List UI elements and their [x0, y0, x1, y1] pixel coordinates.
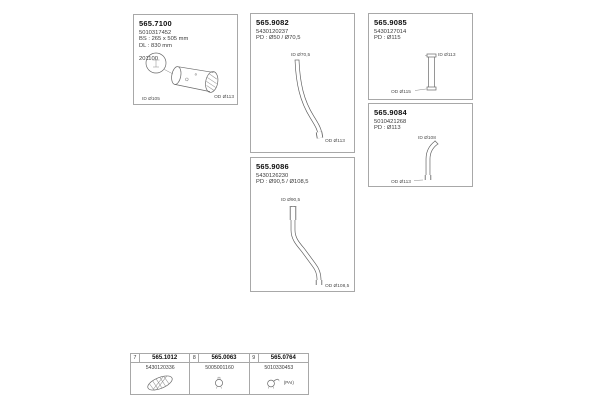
dimension-line: PD : Ø113 [374, 125, 401, 131]
panel-565-7100 [133, 14, 238, 105]
oe-number: 5430127014 [374, 28, 407, 35]
panel-565-9086 [250, 157, 355, 292]
dimension-line: PD : Ø50 / Ø70,5 [256, 35, 301, 41]
outlet-diameter-label: OD Ø113 [325, 139, 345, 144]
part-number: 565.9082 [256, 18, 289, 27]
part-number: 565.9085 [374, 18, 407, 27]
accessory-cell-clamp-kit [250, 354, 308, 394]
inlet-diameter-label: ID Ø105 [142, 97, 160, 102]
outlet-diameter-label: OD Ø113 [214, 95, 234, 100]
code-line: 201100 [139, 55, 158, 62]
accessory-header [190, 354, 248, 363]
panel-565-9082 [250, 13, 355, 153]
part-number: 565.0764 [270, 355, 296, 361]
dimension-line: PD : Ø90,5 / Ø108,5 [256, 179, 309, 185]
part-number: 565.9086 [256, 162, 289, 171]
oe-number: 5010421268 [374, 118, 407, 125]
outlet-diameter-label: OD Ø115 [391, 90, 411, 95]
dimension-line: BS : 265 x 505 mm [139, 36, 189, 42]
accessory-cell-flex-pipe [131, 354, 190, 394]
part-number: 565.0063 [211, 355, 237, 361]
flex-pipe-icon [142, 373, 178, 393]
pipe-drawing [371, 132, 471, 184]
oe-number: 5005001160 [205, 365, 234, 371]
pipe-drawing [253, 48, 353, 148]
oe-number: 5430120336 [145, 365, 175, 371]
accessory-cell-clamp [190, 354, 249, 394]
ref-number: 9 [250, 354, 259, 362]
pipe-drawing [253, 190, 353, 289]
inlet-diameter-label: ID Ø90,5 [281, 198, 301, 203]
oe-number: 5010330453 [264, 365, 294, 371]
inlet-diameter-label: ID Ø70,5 [291, 53, 311, 58]
panel-565-9085 [368, 13, 473, 100]
accessories-table [130, 353, 309, 395]
oe-number: 5430126230 [256, 172, 289, 179]
accessory-header [131, 354, 189, 363]
part-number: 565.7100 [139, 19, 172, 28]
ref-number: 7 [131, 354, 140, 362]
dimension-line: PD : Ø115 [374, 35, 401, 41]
clamp-kit-icon [264, 376, 282, 390]
part-number: 565.1012 [152, 355, 178, 361]
part-number: 565.9084 [374, 108, 407, 117]
oe-number: 5010317452 [139, 29, 172, 36]
panel-565-9084 [368, 103, 473, 187]
inlet-diameter-label: ID Ø108 [418, 136, 436, 141]
outlet-diameter-label: OD Ø108,5 [325, 284, 350, 289]
clamp-icon [211, 376, 227, 390]
accessory-header [250, 354, 308, 363]
outlet-diameter-label: OD Ø113 [391, 180, 411, 184]
dimension-line: DL : 830 mm [139, 42, 172, 49]
accessory-note: (PAI) [283, 380, 294, 385]
silencer-drawing [136, 51, 236, 103]
oe-number: 5430120237 [256, 28, 289, 35]
pipe-drawing [371, 46, 471, 96]
ref-number: 8 [190, 354, 199, 362]
inlet-diameter-label: ID Ø113 [438, 53, 456, 58]
